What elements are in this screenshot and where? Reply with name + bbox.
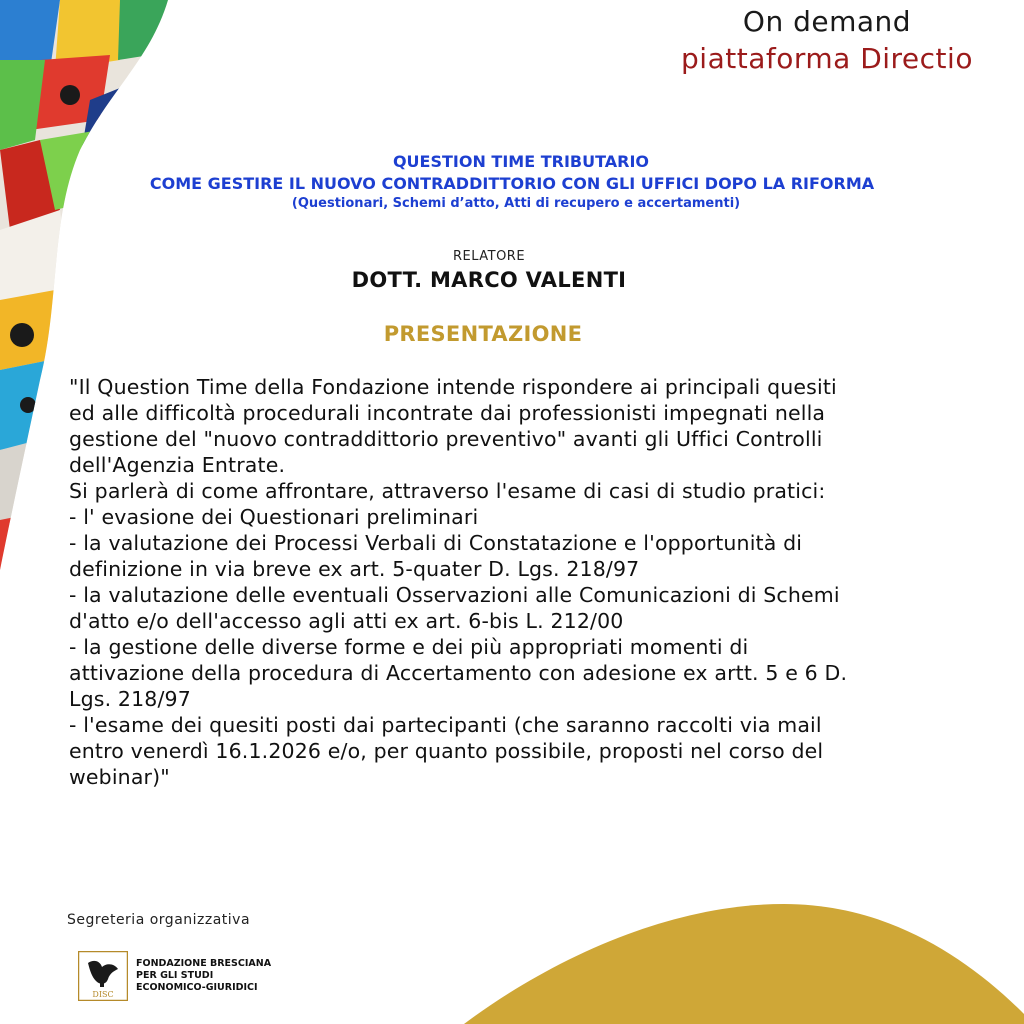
body-line: dell'Agenzia Entrate. [69, 453, 286, 477]
body-line: attivazione della procedura di Accertamento con adesione ex artt. 5 e 6 D. [69, 661, 848, 685]
platform-label: piattaforma Directio [681, 42, 973, 75]
org-line: FONDAZIONE BRESCIANA [136, 958, 272, 969]
foundation-logo [78, 951, 128, 1001]
body-line: - la valutazione dei Processi Verbali di Constatazione e l'opportunità di [69, 531, 803, 555]
speaker-name: DOTT. MARCO VALENTI [351, 268, 627, 292]
body-line: webinar)" [69, 765, 170, 789]
body-line: Si parlerà di come affrontare, attraverso l'esame di casi di studio pratici: [69, 479, 826, 503]
on-demand-label: On demand [742, 5, 912, 38]
body-line: - l' evasione dei Questionari preliminari [69, 505, 479, 529]
secretary-label: Segreteria organizzativa [67, 912, 251, 928]
event-subtitle: COME GESTIRE IL NUOVO CONTRADDITTORIO CON GLI UFFICI DOPO LA RIFORMA [149, 174, 875, 193]
event-heading [0, 152, 1024, 212]
event-detail: (Questionari, Schemi d’atto, Atti di recupero e accertamenti) [291, 196, 741, 211]
decorative-gold-wave [464, 904, 1024, 1024]
body-line: "Il Question Time della Fondazione intende rispondere ai principali quesiti [69, 375, 837, 399]
body-line: - l'esame dei quesiti posti dai partecipanti (che saranno raccolti via mail [69, 713, 822, 737]
body-line: - la valutazione delle eventuali Osservazioni alle Comunicazioni di Schemi [69, 583, 840, 607]
body-line: gestione del "nuovo contraddittorio preventivo" avanti gli Uffici Controlli [69, 427, 823, 451]
logo-mark: DISC [92, 990, 114, 999]
body-line: ed alle difficoltà procedurali incontrate dai professionisti impegnati nella [69, 401, 826, 425]
on-demand-block [662, 4, 992, 78]
org-line: ECONOMICO-GIURIDICI [136, 982, 258, 993]
event-title: QUESTION TIME TRIBUTARIO [392, 152, 650, 171]
foundation-name [136, 958, 271, 994]
presentation-body [69, 374, 979, 790]
presentation-title: PRESENTAZIONE [383, 322, 583, 346]
body-line: Lgs. 218/97 [69, 687, 191, 711]
body-line: - la gestione delle diverse forme e dei più appropriati momenti di [69, 635, 749, 659]
body-line: definizione in via breve ex art. 5-quater D. Lgs. 218/97 [69, 557, 640, 581]
body-line: d'atto e/o dell'accesso agli atti ex art. 6-bis L. 212/00 [69, 609, 624, 633]
speaker-block [0, 248, 978, 294]
body-line: entro venerdì 16.1.2026 e/o, per quanto possibile, proposti nel corso del [69, 739, 824, 763]
speaker-role: RELATORE [452, 249, 526, 264]
org-line: PER GLI STUDI [136, 970, 214, 981]
